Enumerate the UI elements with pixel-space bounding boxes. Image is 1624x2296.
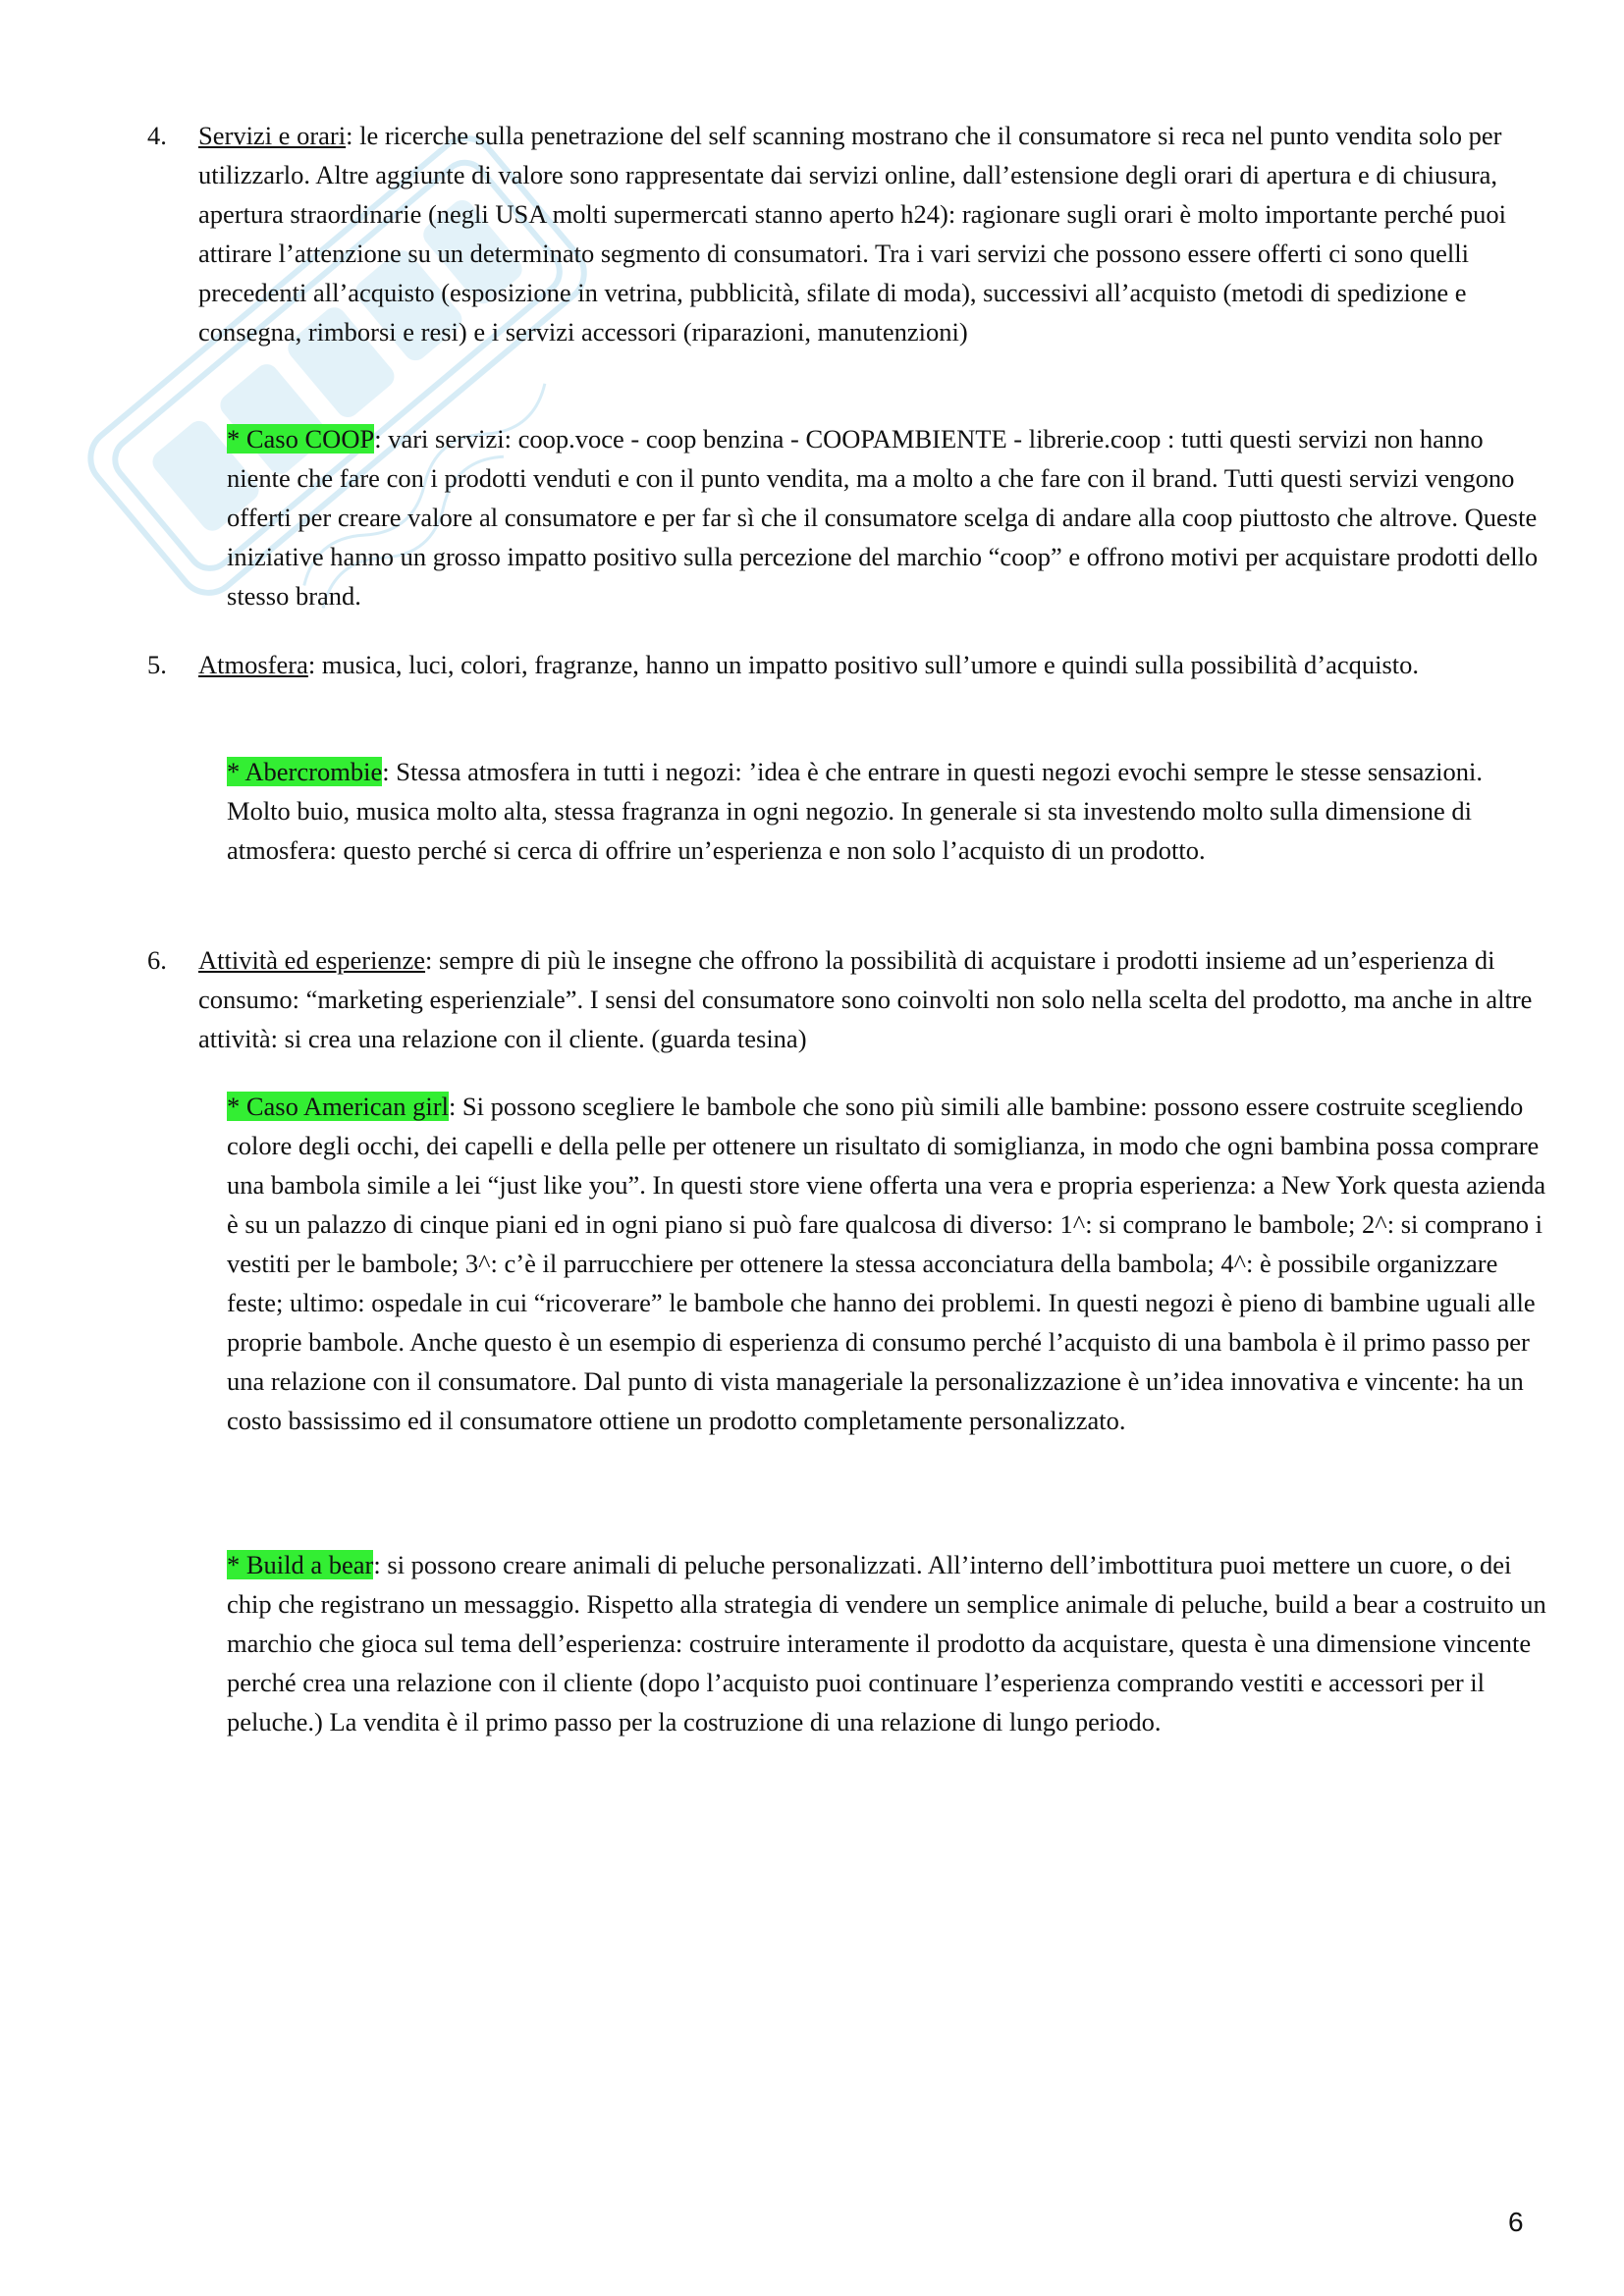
case-build-a-bear [227, 1545, 1547, 1741]
item-text: : le ricerche sulla penetrazione del self scanning mostrano che il consumatore si reca nel punto vendita solo per utilizzarlo. Altre aggiunte di valore sono rappresentate dai servizi online, dall’estensione degli orari di apertura e di chiusura, apertura straordinarie (negli USA molti supermercati stanno aperto h24): ragionare sugli orari è molto importante perché puoi attirare l’attenzione su un determinato segmento di consumatori. Tra i vari servizi che possono essere offerti ci sono quelli precedenti all’acquisto (esposizione in vetrina, pubblicità, sfilate di moda), successivi all’acquisto (metodi di spedizione e consegna, rimborsi e resi) e i servizi accessori (riparazioni, manutenzioni) [198, 121, 1506, 347]
case-label-highlight: * Caso American girl [227, 1092, 449, 1121]
case-label-highlight: * Abercrombie [227, 757, 383, 786]
paragraph [198, 645, 1543, 684]
case-text: : si possono creare animali di peluche personalizzati. All’interno dell’imbottitura puoi mettere un cuore, o dei chip che registrano un messaggio. Rispetto alla strategia di vendere un semplice animale di peluche, build a bear a costruito un marchio che gioca sul tema dell’esperienza: costruire interamente il prodotto da acquistare, questa è una dimensione vincente perché crea una relazione con il cliente (dopo l’acquisto puoi continuare l’esperienza comprando vestiti e accessori per il peluche.) La vendita è il primo passo per la costruzione di una relazione di lungo periodo. [227, 1550, 1546, 1736]
case-american-girl [227, 1087, 1547, 1440]
case-text: : vari servizi: coop.voce - coop benzina - COOPAMBIENTE - librerie.coop : tutti questi servizi non hanno niente che fare con i prodotti venduti e con il punto vendita, ma a molto a che fare con il brand. Tutti questi servizi vengono offerti per creare valore al consumatore e per far sì che il consumatore scelga di andare alla coop piuttosto che altrove. Queste iniziative hanno un grosso impatto positivo sulla percezione del marchio “coop” e offrono motivi per acquistare prodotti dello stesso brand. [227, 424, 1539, 611]
list-number: 6. [147, 945, 167, 975]
item-text: : sempre di più le insegne che offrono la possibilità di acquistare i prodotti insieme ad un’esperienza di consumo: “marketing esperienziale”. I sensi del consumatore sono coinvolti non solo nella scelta del prodotto, ma anche in altre attività: si crea una relazione con il cliente. (guarda tesina) [198, 945, 1533, 1053]
item-title: Servizi e orari [198, 121, 347, 150]
case-abercrombie [227, 752, 1547, 870]
case-text: : Si possono scegliere le bambole che sono più simili alle bambine: possono essere costruite scegliendo colore degli occhi, dei capelli e della pelle per ottenere un risultato di somiglianza, in modo che ogni bambina possa comprare una bambola simile a lei “just like you”. In questi store viene offerta una vera e propria esperienza: a New York questa azienda è su un palazzo di cinque piani ed in ogni piano si può fare qualcosa di diverso: 1^: si comprano le bambole; 2^: si comprano i vestiti per le bambole; 3^: c’è il parrucchiere per ottenere la stessa acconciatura della bambola; 4^: è possibile organizzare feste; ultimo: ospedale in cui “ricoverare” le bambole che hanno dei problemi. In questi negozi è pieno di bambine uguali alle proprie bambole. Anche questo è un esempio di esperienza di consumo perché l’acquisto di una bambola è il primo passo per una relazione con il consumatore. Dal punto di vista manageriale la personalizzazione è un’idea innovativa e vincente: ha un costo bassissimo ed il consumatore ottiene un prodotto completamente personalizzato. [227, 1092, 1546, 1435]
case-text: : Stessa atmosfera in tutti i negozi: ’idea è che entrare in questi negozi evochi sempre le stesse sensazioni. Molto buio, musica molto alta, stessa fragranza in ogni negozio. In generale si sta investendo molto sulla dimensione di atmosfera: questo perché si cerca di offrire un’esperienza e non solo l’acquisto di un prodotto. [227, 757, 1483, 865]
item-title: Atmosfera [198, 650, 308, 679]
case-label-highlight: * Caso COOP [227, 424, 375, 454]
list-number: 4. [147, 121, 167, 150]
list-number: 5. [147, 650, 167, 679]
paragraph [198, 116, 1543, 351]
item-title: Attività ed esperienze [198, 945, 426, 975]
case-coop [227, 419, 1547, 615]
case-label-highlight: * Build a bear [227, 1550, 374, 1579]
page-number: 6 [1508, 2207, 1524, 2237]
paragraph [198, 940, 1543, 1058]
item-text: : musica, luci, colori, fragranze, hanno un impatto positivo sull’umore e quindi sulla possibilità d’acquisto. [307, 650, 1420, 679]
